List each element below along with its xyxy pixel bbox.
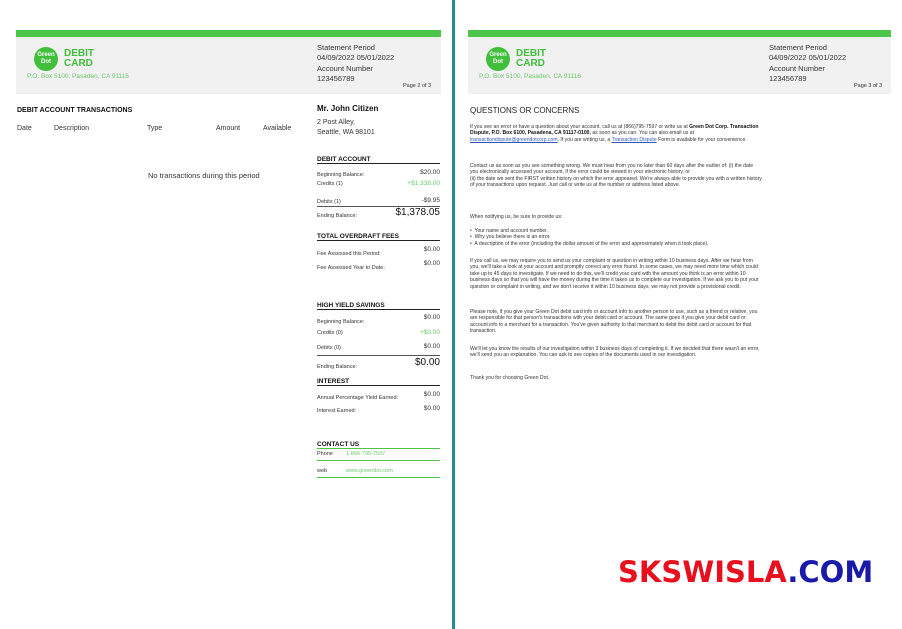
bullet-list [470, 228, 762, 247]
paragraph-notify: When notifying us, be sure to provide us: [470, 214, 563, 220]
watermark-text: SKSWISLA.COM [618, 555, 874, 589]
overdraft-period-label: Fee Assessed this Period: [317, 251, 381, 257]
debit-beginning-value: $20.00 [420, 169, 440, 176]
dispute-form-link[interactable]: Transaction Dispute [611, 136, 657, 143]
brand-title-2: DEBIT CARD [516, 48, 546, 69]
overdraft-ytd-value: $0.00 [423, 260, 440, 267]
interest-earned-label: Interest Earned: [317, 408, 357, 414]
paragraph-note: Please note, if you give your Green Dot debit card info or account info to another person to use, such as a friend or relative, you are responsible for that person's transactions with your debit card or account. The same goes if you give your debit card or account info to a merchant for a transaction. You've given authority to that merchant to debit the debit card or account for that transaction. [470, 309, 758, 335]
page-number-2: Page 3 of 3 [854, 83, 883, 89]
statement-period-label: Statement Period [317, 43, 375, 52]
savings-credits-label: Credits (0) [317, 330, 343, 336]
contact-web-link[interactable]: www.greendot.com [346, 468, 393, 474]
interest-apy-value: $0.00 [423, 391, 440, 398]
paragraph-thanks: Thank you for choosing Green Dot. [470, 375, 550, 381]
contact-phone-label: Phone [317, 451, 333, 457]
dispute-email-link[interactable]: transactiondispute@greendotcorp.com [470, 136, 558, 143]
savings-title: HIGH YIELD SAVINGS [317, 302, 440, 310]
debit-debits-label: Debits (1) [317, 199, 341, 205]
header-green-bar [16, 30, 441, 37]
savings-debits-label: Debits (0) [317, 345, 341, 351]
paragraph-timing: Contact us as soon as you see something wrong. We must hear from you no later than 60 days after the earlier of: (i) the date you electronically accessed your account, if the error could be viewed in your electronic history, or (ii) the date we sent the FIRST written history on which the error appeared. We're always able to provide you with a written history of your transactions upon request. Just call or write us at the number or address listed above. [470, 163, 762, 189]
header-green-bar-2 [468, 30, 891, 37]
questions-title: QUESTIONS OR CONCERNS [470, 106, 580, 115]
contact-web-label: web [317, 468, 328, 474]
debit-credits-label: Credits (1) [317, 181, 343, 187]
empty-transactions-message: No transactions during this period [148, 171, 260, 180]
savings-beginning-value: $0.00 [423, 314, 440, 321]
brand-address-2: P.O. Box 5100, Pasaden, CA 91116 [479, 73, 581, 80]
column-description: Description [54, 125, 90, 132]
list-item: • A description of the error (including the dollar amount of the error and approximately when it took place). [470, 240, 709, 247]
savings-credits-value: +$0.00 [419, 329, 440, 336]
brand-title: DEBIT CARD [64, 48, 94, 69]
green-dot-logo-icon-2: Green Dot [486, 47, 510, 71]
debit-ending-value: $1,378.05 [395, 207, 440, 218]
contact-title: CONTACT US [317, 441, 440, 449]
page-number: Page 2 of 3 [403, 83, 432, 89]
statement-period-value: 04/09/2022 05/01/2022 [317, 53, 395, 62]
customer-city: Seattle, WA 98101 [317, 129, 375, 136]
transactions-title: DEBIT ACCOUNT TRANSACTIONS [17, 107, 133, 114]
debit-beginning-label: Beginning Balance: [317, 172, 365, 178]
account-number-label: Account Number [317, 64, 373, 73]
list-item: • Why you believe there is an error. [470, 234, 551, 241]
customer-street: 2 Post Alley, [317, 119, 356, 126]
green-dot-logo-icon: Green Dot [34, 47, 58, 71]
savings-debits-value: $0.00 [423, 343, 440, 350]
paragraph-call: If you call us, we may require you to send us your complaint or question in writing within 10 business days. After we hear from you, we'll take a look at your account and promptly correct any error found. In some cases, we may need more time which could take up to 45 days to investigate. If we need to do this, we'll credit your card with the amount you think is an error within 10 business days so that you will have the money during the time it takes us to complete our investigation. If we ask you to put your question or complaint in writing, and we don't receive it within 10 business days, we may not provide a provisional credit. [470, 258, 759, 290]
savings-beginning-label: Beginning Balance: [317, 319, 365, 325]
account-number-value: 123456789 [317, 74, 355, 83]
debit-ending-label: Ending Balance: [317, 213, 358, 219]
debit-credits-value: +$1,338.00 [407, 180, 440, 187]
column-available: Available [263, 125, 292, 132]
debit-debits-value: -$9.95 [421, 197, 440, 204]
savings-rule [317, 355, 440, 356]
list-item: • Your name and account number. [470, 228, 548, 234]
overdraft-ytd-label: Fee Assessed Year to Date: [317, 265, 385, 271]
customer-name: Mr. John Citizen [317, 104, 379, 113]
interest-earned-value: $0.00 [423, 405, 440, 412]
statement-info [317, 43, 394, 84]
brand-address: P.O. Box 5100, Pasaden, CA 91116 [27, 73, 129, 80]
savings-ending-value: $0.00 [414, 357, 440, 368]
interest-title: INTEREST [317, 378, 440, 386]
column-amount: Amount [216, 125, 241, 132]
contact-rule-2 [317, 477, 440, 478]
contact-rule [317, 460, 440, 461]
debit-account-title: DEBIT ACCOUNT [317, 156, 440, 164]
contact-phone-value[interactable]: 1-866-795-7597 [346, 451, 386, 457]
overdraft-title: TOTAL OVERDRAFT FEES [317, 233, 440, 241]
overdraft-period-value: $0.00 [423, 246, 440, 253]
paragraph-contact: If you see an error or have a question about your account, call us at (866)795-7597 or write us at Green Dot Corp. Transaction Dispute, P.O. Box 6100, Pasadena, CA 91117-0100, as soon as you can. You can also email us at transactiondispute@greendotcorp.com. If you are writing us, a Transaction Dispute Form is available for your convenience. [470, 124, 759, 143]
statement-info-2: Statement Period 04/09/2022 05/01/2022 Account Number 123456789 [769, 43, 847, 83]
column-type: Type [147, 125, 163, 132]
savings-ending-label: Ending Balance: [317, 364, 358, 370]
paragraph-results: We'll let you know the results of our investigation within 3 business days of completing it. If we decided that there wasn't an error, we'll send you an explanation. You can ask to see copies of the documents used in our investigation. [470, 346, 760, 359]
column-date: Date [17, 125, 32, 132]
interest-apy-label: Annual Percentage Yield Earned: [317, 395, 399, 401]
